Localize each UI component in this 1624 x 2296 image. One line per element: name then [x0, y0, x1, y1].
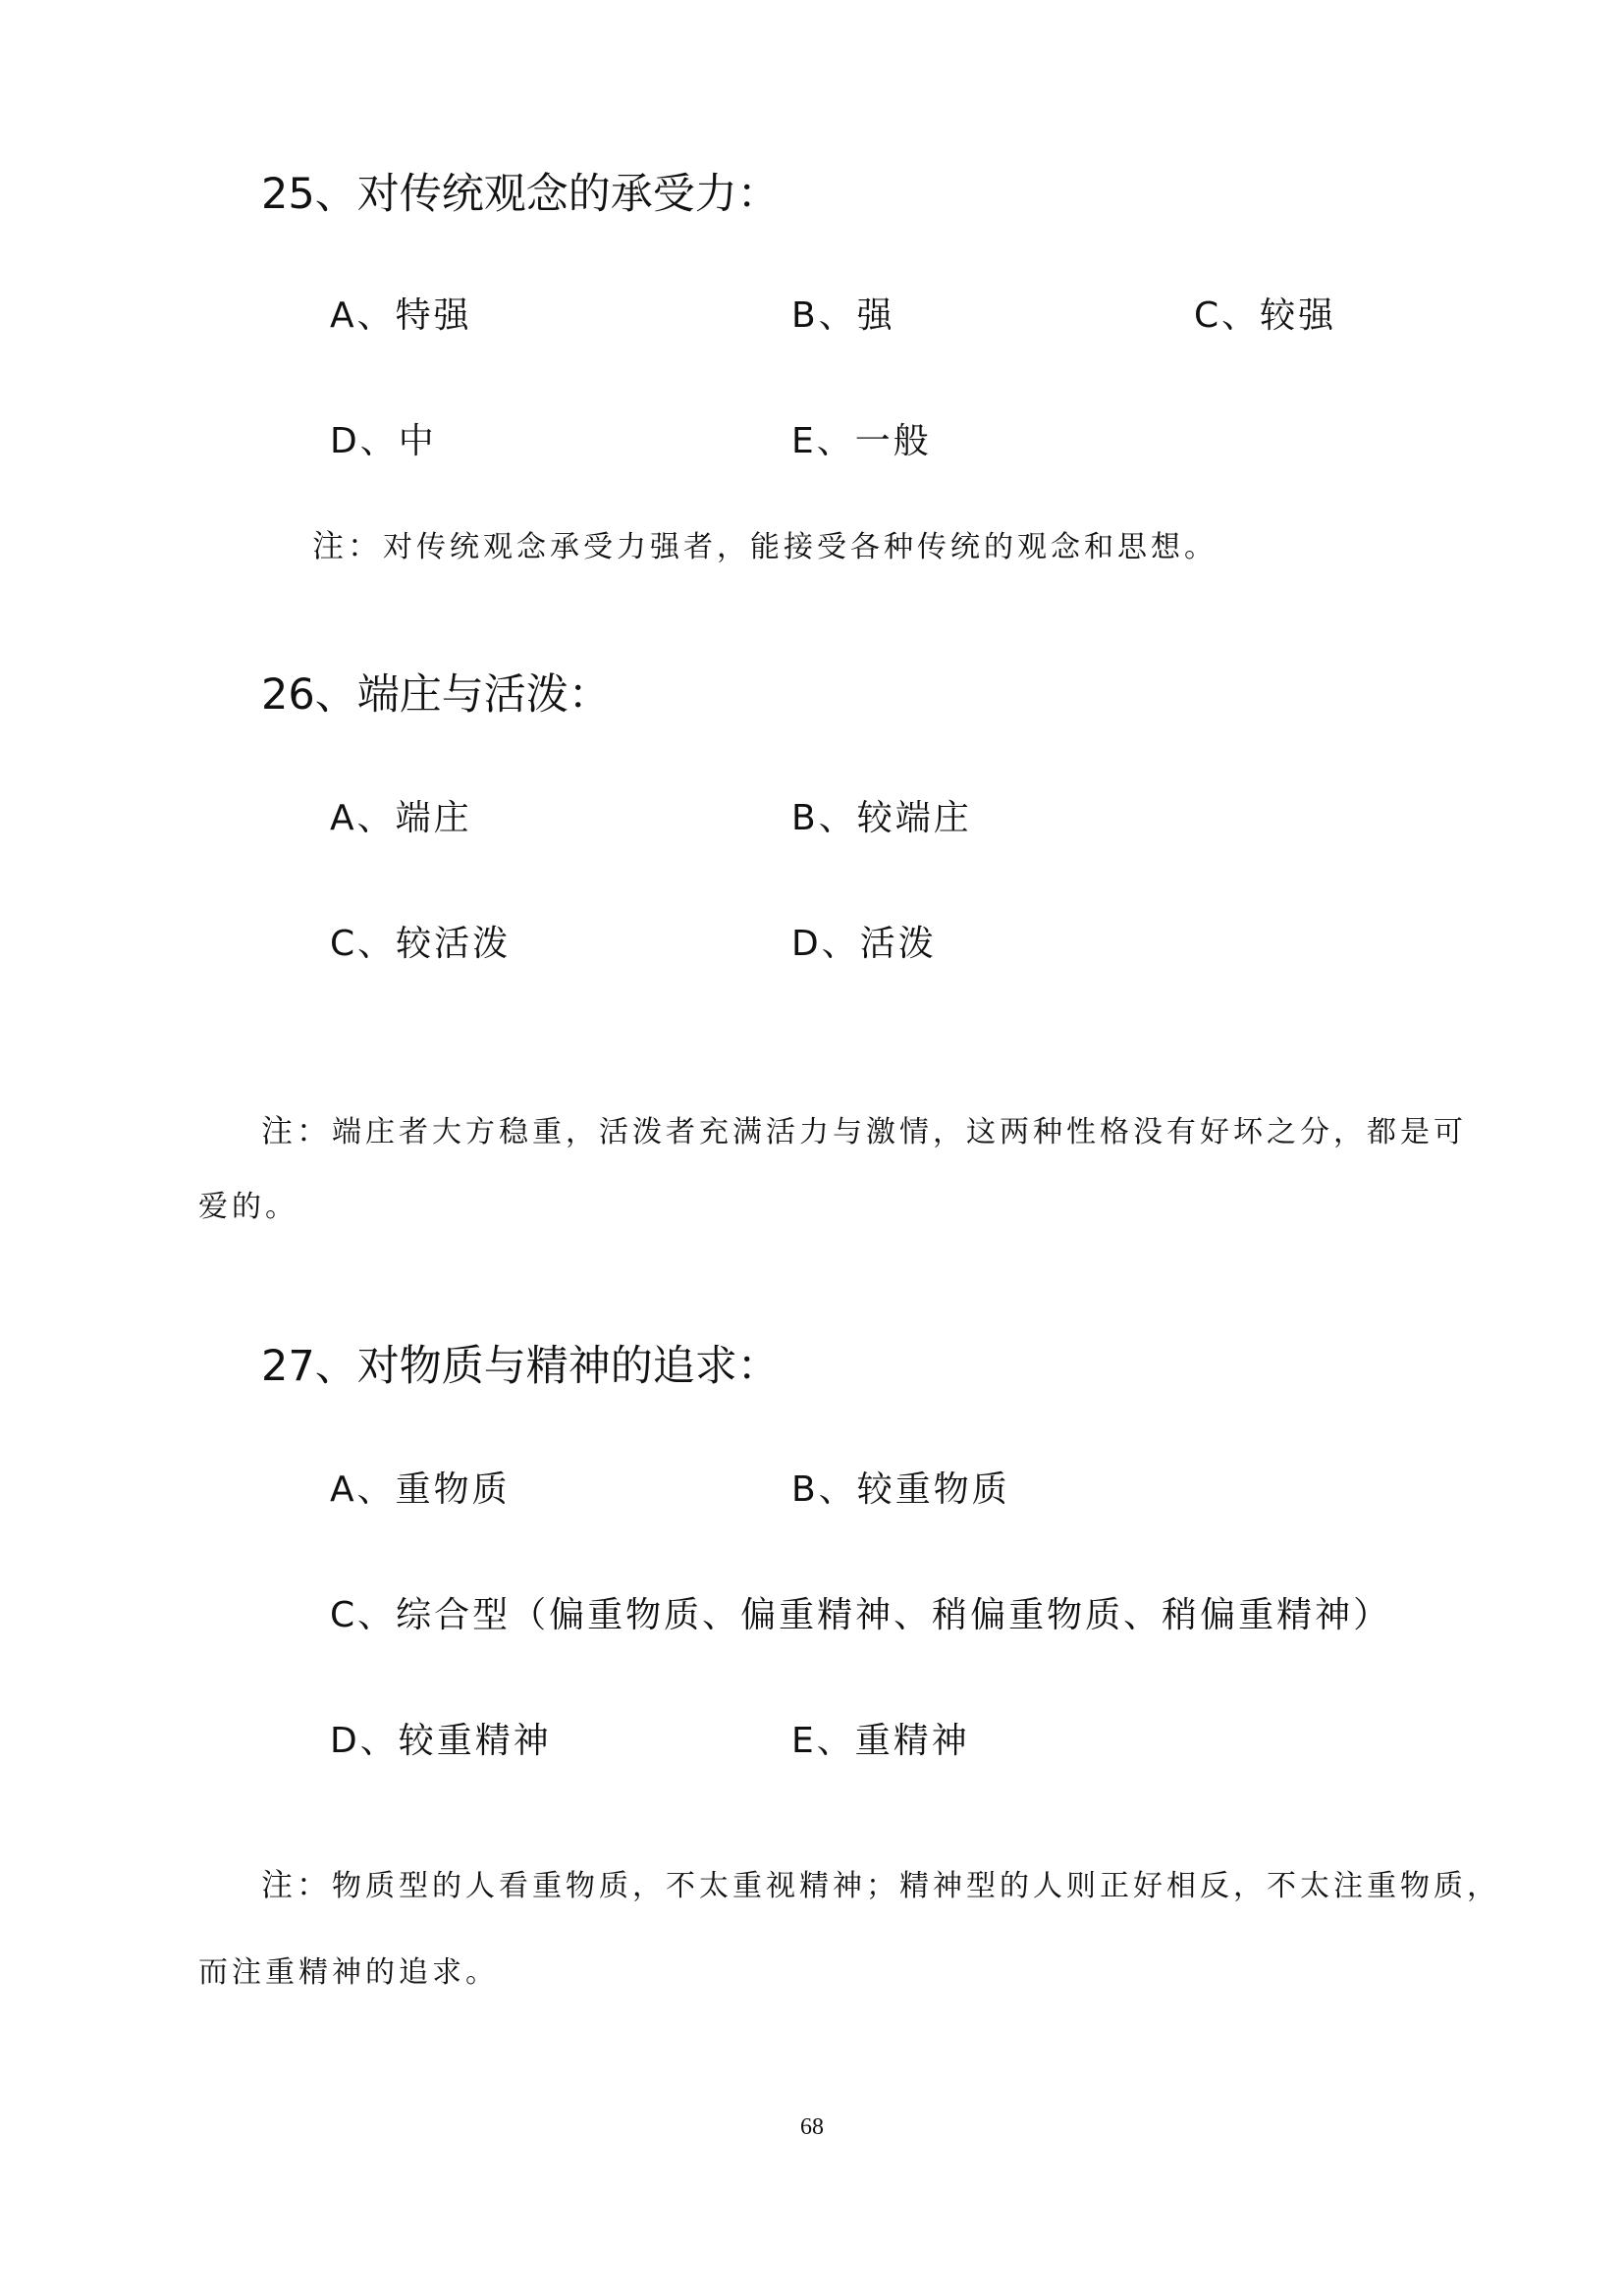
- question-27-option-d: D、较重精神: [330, 1721, 552, 1761]
- question-26-option-b: B、较端庄: [791, 798, 972, 838]
- question-25-option-d: D、中: [330, 421, 437, 461]
- question-27-note: [261, 1865, 1500, 1906]
- question-26-note: [261, 1111, 1467, 1152]
- question-26-note-continued: 爱的。: [198, 1190, 298, 1224]
- question-25-option-e: E、一般: [791, 421, 932, 461]
- note-lead: 注：: [261, 1112, 333, 1149]
- question-26-option-a: A、端庄: [330, 798, 472, 838]
- question-26-title: 26、端庄与活泼：: [261, 670, 611, 720]
- note-text: 对传统观念承受力强者，能接受各种传统的观念和思想。: [383, 530, 1218, 564]
- question-27-title: 27、对物质与精神的追求：: [261, 1342, 780, 1391]
- note-lead: 注：: [312, 527, 384, 564]
- page-number: 68: [800, 2114, 824, 2140]
- question-27-option-e: E、重精神: [791, 1721, 970, 1761]
- question-26-option-c: C、较活泼: [330, 924, 512, 964]
- question-27-option-a: A、重物质: [330, 1469, 511, 1510]
- question-25-option-a: A、特强: [330, 295, 472, 336]
- note-text: 物质型的人看重物质，不太重视精神；精神型的人则正好相反，不太注重物质，: [332, 1869, 1501, 1903]
- question-25-option-c: C、较强: [1194, 295, 1337, 336]
- question-25-option-b: B、强: [791, 295, 895, 336]
- question-27-note-continued: 而注重精神的追求。: [198, 1955, 499, 1990]
- question-26-option-d: D、活泼: [791, 924, 937, 964]
- question-27-option-c: C、综合型（偏重物质、偏重精神、稍偏重物质、稍偏重精神）: [330, 1595, 1392, 1635]
- note-lead: 注：: [261, 1866, 333, 1903]
- note-text: 端庄者大方稳重，活泼者充满活力与激情，这两种性格没有好坏之分，都是可: [332, 1115, 1468, 1149]
- question-25-note: [312, 526, 1218, 567]
- question-25-title: 25、对传统观念的承受力：: [261, 170, 780, 219]
- question-27-option-b: B、较重物质: [791, 1469, 1010, 1510]
